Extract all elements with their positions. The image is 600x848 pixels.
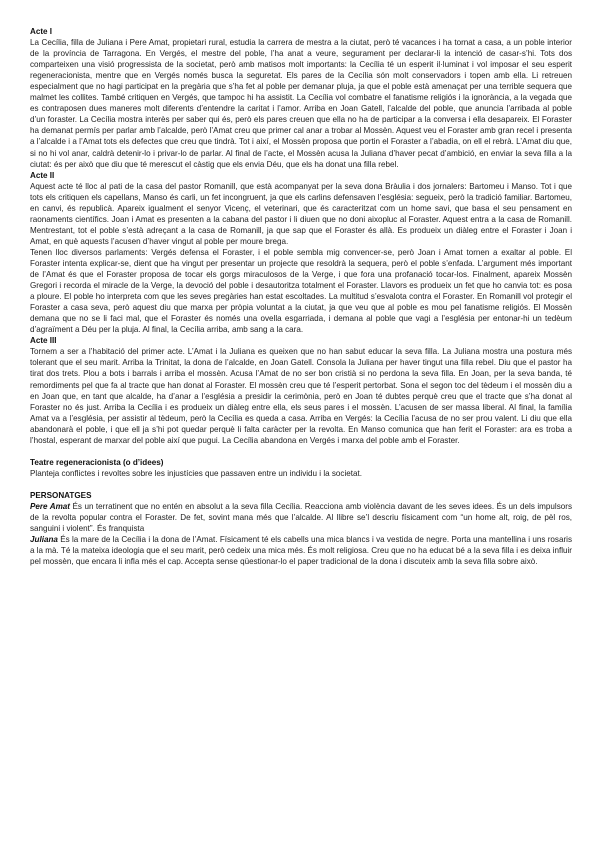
character-entry-pere-amat bbox=[30, 501, 572, 534]
theatre-heading: Teatre regeneracionista (o d’idees) bbox=[30, 457, 164, 467]
act-1-paragraph: La Cecília, filla de Juliana i Pere Amat, propietari rural, estudia la carrera de mestra a la ciutat, però té vacances i ha tornat a casa, a un poble interior de la província de Tarragona. En Vergés, el mestre del poble, l’ha anat a veure, segurament per declarar-li la intenció de casar-s’hi. Tots dos comparteixen una visió progressista de la societat, però amb matisos molt importants: la Cecília té un esperit il·luminat i vol imposar el seu esperit regeneracionista, mentre que en Vergés només busca la seguretat. Els pares de la Cecília són molt conservadors i topen amb ella. Li retreuen especialment que no hagi participat en la pregària que s’ha fet al poble per demanar pluja, ja que el poble està amenaçat per una terrible sequera que malmet les collites. També critiquen en Vergés, que tampoc hi ha assistit. La Cecília vol combatre el fanatisme religiós i la ignorància, a la vegada que es contraposen dues maneres molt diferents d’entendre la caritat i l’amor. Arriba en Joan Gatell, l’alcalde del poble, que anuncia l’arribada al poble d’un foraster. La Cecília mostra interès per saber qui és, però els pares creuen que ella no ha de participar a la conversa i ella desapareix. El Foraster ha demanat permís per parlar amb l’alcalde, però l’Amat creu que primer cal anar a trobar al Mossèn. Aquest veu el Foraster amb gran recel i presenta a l’alcalde i a l’Amat tots els defectes que creu que tindrà. Tot i així, el Mossèn proposa que portin el Foraster a l’abadia, on ell el rebrà. L’Amat diu que, si no hi vol anar, caldrà detenir-lo i privar-lo de parlar. Al final de l’acte, el Mossèn acusa la Juliana d’haver pecat d’ambició, en enviar la seva filla a la ciutat: és per això que diu que té merescut el càstig que els envia Déu, que els ha donat una filla rebel. bbox=[30, 38, 572, 169]
section-spacer bbox=[30, 479, 572, 490]
act-3-paragraph: Tornem a ser a l’habitació del primer acte. L’Amat i la Juliana es queixen que no han sabut educar la seva filla. La Juliana mostra una postura més tolerant que el seu marit. Arriba la Trinitat, la dona de l’alcalde, en Joan Gatell. Consola la Juliana per haver tingut una filla rebel. Diu que el pastor ha tirat dos trets. Plou a bots i barrals i arriba el mossèn. Acusa l’Amat de no ser bon cristià si no perdona la seva filla. En Joan, per la seva banda, té remordiments pel que fa al tracte que han donat al Foraster. El mossèn creu que té l’esperit pertorbat. Sona el segon toc del tèdeum i el mossèn diu a en Joan que, en tant que alcalde, ha d’anar a l’església a presidir la cerimònia, però en Joan té dubtes perquè creu que el tracte que s’ha donat al Foraster no és just. Arriba la Cecília i es produeix un diàleg entre ella, els seus pares i el mossèn. L’acusen de ser massa liberal. Al final, la família Amat va a l’església, per assistir al tèdeum, però la Cecília es queda a casa. Arriba en Vergés: la Cecília l’acusa de no ser prou valent. Li diu que ella abandonarà el poble, i que ell ja s’hi pot quedar perquè li falta caràcter per la revolta. En Manso comunica que han ferit el Foraster: ara es troba a l’hostal, esperant de marxar del poble així que pugui. La Cecília abandona en Vergés i marxa del poble amb el Foraster. bbox=[30, 347, 572, 445]
theatre-description: Planteja conflictes i revoltes sobre les injustícies que passaven entre un individu i la societat. bbox=[30, 468, 363, 478]
characters-heading: PERSONATGES bbox=[30, 490, 92, 500]
act-3-heading: Acte III bbox=[30, 336, 57, 346]
character-name: Pere Amat bbox=[30, 501, 70, 511]
document-page bbox=[30, 26, 572, 567]
section-spacer bbox=[30, 446, 572, 457]
act-2-paragraph-2: Tenen lloc diversos parlaments: Vergés defensa el Foraster, i el poble sembla mig convencer-se, però Joan i Amat tornen a exaltar al poble. El Foraster intenta explicar-se, dient que ha vingut per presentar un projecte que resoldrà la sequera, però el poble s’enfada. L’argument més important de l’Amat és que el Foraster proposa de tocar els gorgs miraculosos de la Verge, i que fora una profanació tocar-los. Finalment, apareix Mossèn Gregori i recorda el miracle de la Verge, la devoció del poble i desautoritza totalment el Foraster. Llavors es produeix un fet que ho canvia tot: es posa a ploure. El poble ho interpreta com que les seves pregàries han estat escoltades. La multitud s’esvalota contra el Foraster. En Romanill vol protegir el Foraster a casa seva, però aquest diu que marxa per pròpia voluntat a la ciutat, ja que veu que al poble es mou pel fanatisme religiós. El Mossèn demana que no se li faci mal, que el Foraster és només una ovella esgarriada, i demana al poble que vagi a l’església per entonar-hi un tedèum d’agraïment a Déu per la pluja. Al final, la Cecília arriba, amb sang a la cara. bbox=[30, 247, 572, 335]
act-2-paragraph-1: Aquest acte té lloc al pati de la casa del pastor Romanill, que està acompanyat per la seva dona Bràulia i dos jornalers: Bartomeu i Manso. Tot i que tots els critiquen els capellans, Manso és carli, un fet incongruent, ja que els carlins defensaven l’església: segueix, però la tradició familiar. Bartomeu, en canvi, és republicà. Apareix igualment el senyor Vicenç, el veterinari, que és caracteritzat com un home savi, que basa el seu pensament en raonaments científics. Joan i Amat es presenten a la cabana del pastor i li diuen que no doni aixopluc al Foraster. Aquest entra a la casa de Romanill. Mentrestant, tot el poble s’està adreçant a la casa de Romanill, ja que sap que el Foraster és allà. Es produeix un diàleg entre el Foraster i Joan i Amat, en què aquests l’acusen d’haver vingut al poble per moure bregа. bbox=[30, 181, 572, 246]
act-2-heading: Acte II bbox=[30, 170, 55, 180]
act-1-heading: Acte I bbox=[30, 27, 53, 36]
character-description: És la mare de la Cecília i la dona de l’Amat. Físicament té els cabells una mica blancs i va vestida de negre. Porta una mantellina i uns rosaris a la mà. Té la mateixa ideologia que el seu marit, però cedeix una mica més. És molt religiosa. Creu que no ha educat bé a la seva filla i es deixa influir pel mossèn, que encara li infla més el cap. Accepta sense qüestionar-lo el paper tradicional de la dona i discuteix amb la seva filla sobre això. bbox=[30, 535, 572, 567]
character-name: Juliana bbox=[30, 535, 58, 545]
character-description: És un terratinent que no entén en absolut a la seva filla Cecília. Reacciona amb violència davant de les seves idees. És un dels impulsors de la revolta popular contra el Foraster. De fet, sovint mana més que l’alcalde. Al llibre se’l descriu físicament com “un home alt, roig, de pèl ros, sanguini i violent”. És franquista bbox=[30, 501, 572, 534]
character-entry-juliana bbox=[30, 534, 572, 567]
